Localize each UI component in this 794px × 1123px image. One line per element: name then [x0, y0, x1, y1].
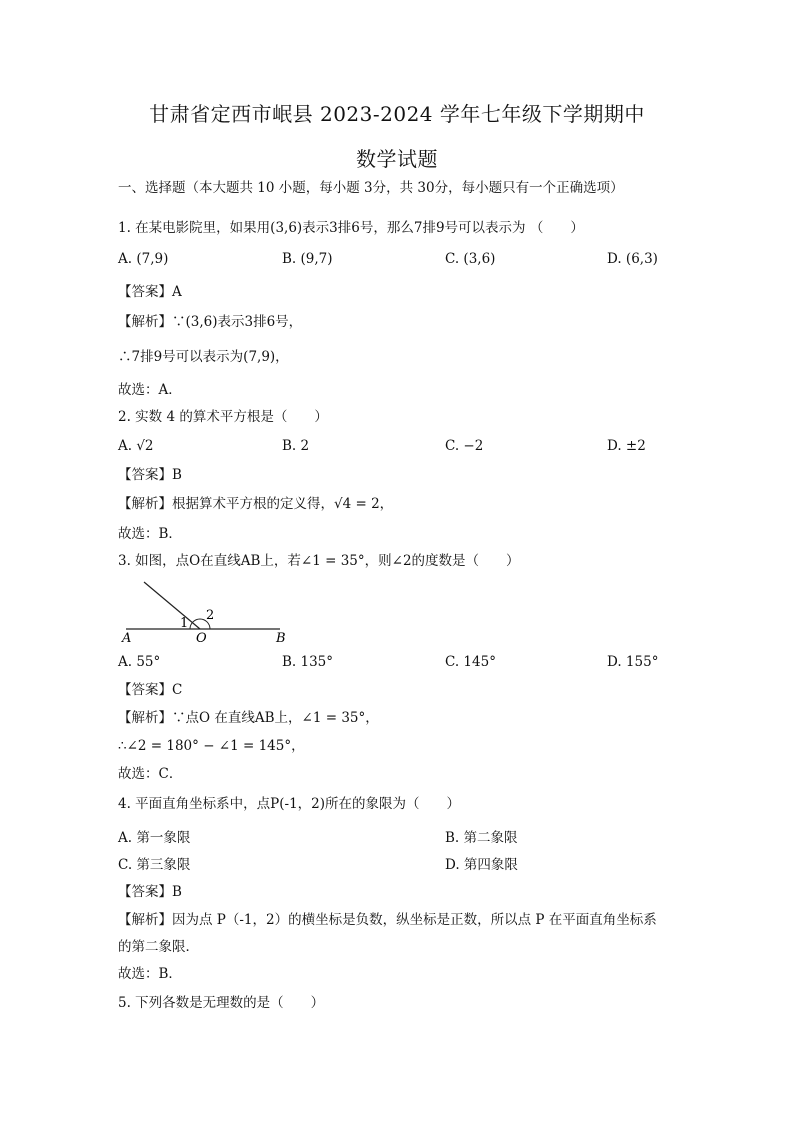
- question-1-option-b: B. (9,7): [282, 251, 333, 267]
- question-2-option-d: D. ±2: [607, 438, 646, 454]
- question-3-stem: 3. 如图，点O在直线AB上，若∠1 = 35°，则∠2的度数是（ ）: [118, 553, 520, 569]
- question-4-option-a: A. 第一象限: [118, 830, 191, 846]
- question-4-analysis-3: 故选：B．: [118, 966, 182, 982]
- document-title: 甘肃省定西市岷县 2023-2024 学年七年级下学期期中: [149, 102, 645, 126]
- question-3-analysis-1: 【解析】∵点O 在直线AB上，∠1 = 35°，: [118, 710, 379, 726]
- question-4-answer: 【答案】B: [118, 884, 182, 900]
- document-subtitle: 数学试题: [356, 147, 438, 171]
- question-1-analysis-1: 【解析】∵(3,6)表示3排6号，: [118, 314, 303, 330]
- question-4-analysis-2: 的第二象限．: [118, 939, 199, 955]
- question-1-analysis-2: ∴7排9号可以表示为(7,9)，: [118, 349, 289, 365]
- question-2-stem: 2. 实数 4 的算术平方根是（ ）: [118, 409, 328, 425]
- point-label-o: O: [196, 631, 207, 646]
- question-1-answer: 【答案】A: [118, 284, 182, 300]
- question-3-option-b: B. 135°: [282, 654, 334, 670]
- angle-label-2: 2: [206, 608, 215, 623]
- question-1-stem: 1. 在某电影院里，如果用(3,6)表示3排6号，那么7排9号可以表示为 （ ）: [118, 220, 584, 236]
- question-5-stem: 5. 下列各数是无理数的是（ ）: [118, 995, 325, 1011]
- question-2-analysis-2: 故选：B．: [118, 526, 182, 542]
- angle-figure: [118, 574, 298, 646]
- question-2-option-a: A. √2: [118, 438, 154, 454]
- ray-oc: [144, 582, 200, 629]
- question-1-option-d: D. (6,3): [607, 251, 658, 267]
- question-2-option-c: C. −2: [445, 438, 484, 454]
- question-3-answer: 【答案】C: [118, 682, 183, 698]
- question-3-option-c: C. 145°: [445, 654, 496, 670]
- question-3-analysis-2: ∴∠2 = 180° − ∠1 = 145°，: [118, 738, 305, 754]
- point-label-b: B: [276, 631, 286, 646]
- question-4-option-c: C. 第三象限: [118, 857, 191, 873]
- point-label-a: A: [122, 631, 132, 646]
- question-3-option-a: A. 55°: [118, 654, 161, 670]
- question-3-option-d: D. 155°: [607, 654, 659, 670]
- question-2-analysis-1: 【解析】根据算术平方根的定义得，√4 = 2，: [118, 496, 394, 512]
- question-4-stem: 4. 平面直角坐标系中，点P(-1，2)所在的象限为（ ）: [118, 796, 461, 812]
- question-2-option-b: B. 2: [282, 438, 310, 454]
- question-2-answer: 【答案】B: [118, 467, 182, 483]
- question-1-option-c: C. (3,6): [445, 251, 496, 267]
- section-heading: 一、选择题（本大题共 10 小题，每小题 3分，共 30分，每小题只有一个正确选项）: [118, 180, 624, 196]
- angle-label-1: 1: [180, 616, 189, 631]
- question-4-option-b: B. 第二象限: [445, 830, 518, 846]
- question-1-option-a: A. (7,9): [118, 251, 169, 267]
- question-4-option-d: D. 第四象限: [445, 857, 518, 873]
- question-1-analysis-3: 故选：A．: [118, 382, 182, 398]
- question-3-analysis-3: 故选：C．: [118, 766, 183, 782]
- question-4-analysis-1: 【解析】因为点 P（-1，2）的横坐标是负数，纵坐标是正数，所以点 P 在平面直角坐标系: [118, 912, 657, 928]
